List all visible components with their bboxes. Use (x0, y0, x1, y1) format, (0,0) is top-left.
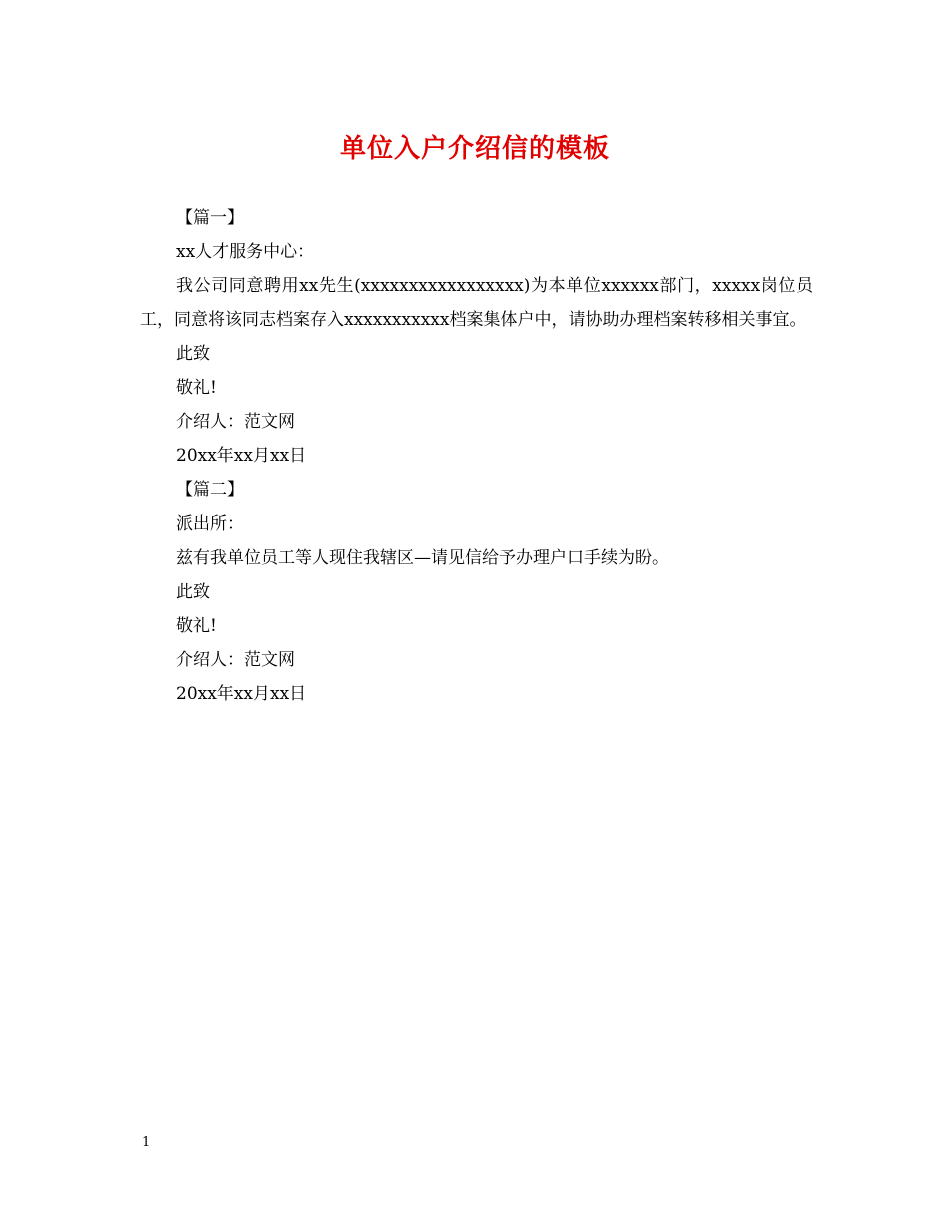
body-paragraph: 我公司同意聘用xx先生(xxxxxxxxxxxxxxxxx)为本单位xxxxxx部门，xxxxx岗位员工，同意将该同志档案存入xxxxxxxxxxx档案集体户中，请协助办理档案转移相关事宜。 (140, 276, 813, 330)
introducer: 介绍人：范文网 (176, 650, 295, 670)
document-body (140, 201, 813, 711)
closing-line: 敬礼! (176, 616, 217, 636)
closing-line: 此致 (176, 344, 210, 364)
section-heading: 【篇一】 (176, 208, 244, 228)
page-number: 1 (142, 1135, 151, 1150)
body-paragraph: 兹有我单位员工等人现住我辖区—请见信给予办理户口手续为盼。 (176, 548, 669, 568)
closing-line: 敬礼! (176, 378, 217, 398)
closing-line: 此致 (176, 582, 210, 602)
salutation: 派出所： (176, 514, 244, 534)
date-line: 20xx年xx月xx日 (176, 446, 307, 466)
salutation: xx人才服务中心： (176, 242, 315, 262)
date-line: 20xx年xx月xx日 (176, 684, 307, 704)
introducer: 介绍人：范文网 (176, 412, 295, 432)
section-heading: 【篇二】 (176, 480, 244, 500)
document-title: 单位入户介绍信的模板 (339, 134, 610, 164)
